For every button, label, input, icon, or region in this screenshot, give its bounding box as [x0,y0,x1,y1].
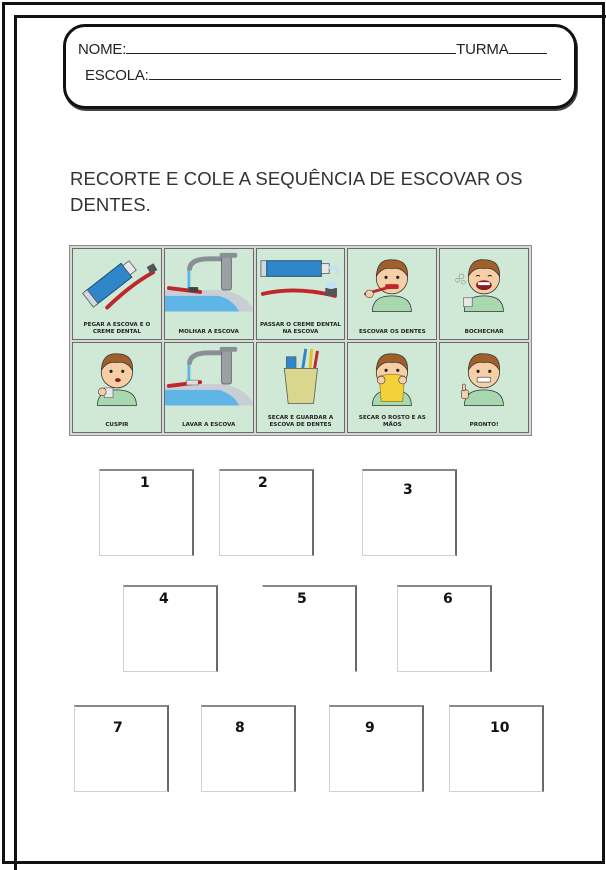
paste-slot-5[interactable] [262,585,357,672]
boy-smiling-thumbs-up-icon [440,343,528,407]
slot-number: 6 [443,591,453,607]
school-field[interactable] [85,67,561,84]
name-label: NOME: [78,41,127,58]
boy-rinsing-mouth-icon [440,249,528,313]
sequence-picture-strip [69,245,532,436]
class-blank-line[interactable] [509,41,547,54]
card-caption: ESCOVAR OS DENTES [358,328,426,335]
name-field[interactable] [78,41,547,58]
card-spit[interactable] [72,342,162,434]
slot-number: 2 [258,475,268,491]
boy-drying-face-icon [348,343,436,407]
card-dry-face-and-hands[interactable] [347,342,437,434]
card-caption: BOCHECHAR [464,328,504,335]
card-brush-teeth[interactable] [347,248,437,340]
slot-number: 7 [113,720,123,736]
school-blank-line[interactable] [149,67,561,80]
slot-number: 3 [403,482,413,498]
slot-number: 9 [365,720,375,736]
instruction-text: RECORTE E COLE A SEQUÊNCIA DE ESCOVAR OS DENTES. [70,168,523,215]
slot-number: 5 [297,591,307,607]
paste-slot-3[interactable] [362,469,457,556]
card-dry-and-store-brush[interactable] [256,342,346,434]
slot-number: 1 [140,475,150,491]
slot-number: 4 [159,591,169,607]
paste-slot-9[interactable] [329,705,424,792]
card-wash-brush[interactable] [164,342,254,434]
card-caption: LAVAR A ESCOVA [182,422,236,428]
card-caption: CUSPIR [105,422,129,428]
slot-number: 10 [490,720,510,736]
name-blank-line[interactable] [126,41,456,54]
card-caption: SECAR O ROSTO E AS MÃOS [358,415,426,428]
class-label: TURMA [456,41,509,58]
paste-slot-7[interactable] [74,705,169,792]
paste-slot-6[interactable] [397,585,492,672]
toothpaste-and-brush-icon [73,249,161,313]
card-wet-brush[interactable] [164,248,254,340]
toothbrush-cup-icon [257,343,345,407]
card-rinse-mouth[interactable] [439,248,529,340]
slot-number: 8 [235,720,245,736]
card-pick-up-brush-and-paste[interactable] [72,248,162,340]
card-caption: SECAR E GUARDAR A ESCOVA DE DENTES [267,415,334,428]
boy-spitting-icon [73,343,161,407]
paste-slot-8[interactable] [201,705,296,792]
student-info-box [63,24,577,109]
paste-slot-4[interactable] [123,585,218,672]
card-caption: PASSAR O CREME DENTAL NA ESCOVA [259,321,341,335]
card-put-paste-on-brush[interactable] [256,248,346,340]
boy-brushing-teeth-icon [348,249,436,313]
paste-slot-2[interactable] [219,469,314,556]
card-caption: PRONTO! [469,422,499,428]
card-caption: MOLHAR A ESCOVA [178,328,239,335]
card-done[interactable] [439,342,529,434]
card-caption: PEGAR A ESCOVA E O CREME DENTAL [83,321,151,335]
paste-slot-1[interactable] [99,469,194,556]
faucet-washing-brush-icon [165,343,253,407]
school-label: ESCOLA: [85,67,149,84]
paste-slot-10[interactable] [449,705,544,792]
paste-on-brush-icon [257,249,345,313]
faucet-wetting-brush-icon [165,249,253,313]
